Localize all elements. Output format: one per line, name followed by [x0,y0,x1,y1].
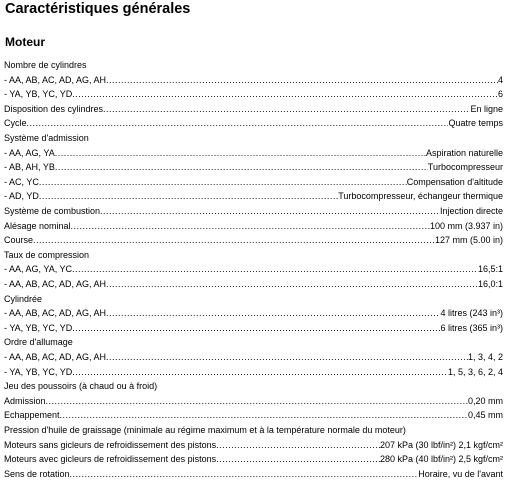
spec-label: Moteurs sans gicleurs de refroidissement des pistons [4,439,217,450]
spec-value: 207 kPa (30 lbf/in²) 2,1 kgf/cm² [379,439,503,450]
spec-label: - AA, AG, YA [4,147,55,158]
spec-row [4,87,503,102]
spec-row [4,73,503,88]
spec-label: - YA, YB, YC, YD [4,366,73,377]
dot-leader [46,394,468,409]
spec-label: - AA, AB, AC, AD, AG, AH [4,308,107,319]
spec-label: - AA, AB, AC, AD, AG, AH [4,74,107,85]
dot-leader [106,277,478,292]
dot-leader [106,350,468,365]
spec-label: Pression d'huile de graissage (minimale au régime maximum et à la température normale du moteur) [4,425,406,435]
spec-row [4,306,503,321]
spec-label: Système de combustion [4,206,101,216]
spec-value: 0,45 mm [467,410,503,421]
spec-value: Turbocompresseur, échangeur thermique [338,191,503,202]
spec-row [4,233,503,248]
spec-label: Disposition des cylindres [4,103,104,114]
spec-label: - AB, AH, YB [4,162,55,173]
spec-row [4,292,503,307]
dot-leader [33,233,435,248]
dot-leader [72,365,448,380]
dot-leader [71,219,430,234]
spec-label: Alésage nominal [4,220,71,231]
spec-row [4,452,503,467]
dot-leader [55,160,428,175]
spec-row [4,189,503,204]
spec-row [4,160,503,175]
spec-label: - AA, AB, AC, AD, AG, AH [4,352,107,362]
spec-value: Compensation d'altitude [406,176,503,187]
spec-row [4,277,503,292]
spec-value: 4 litres (243 in³) [440,308,503,319]
spec-value: 1, 5, 3, 6, 2, 4 [447,366,503,377]
spec-label: - AC, YC [4,176,39,187]
spec-row [4,365,503,380]
spec-value: 6 litres (365 in³) [440,322,503,333]
spec-row [4,467,503,482]
spec-row [4,408,503,423]
spec-label: Cycle [4,118,27,129]
spec-label: Sens de rotation [4,468,70,479]
dot-leader [216,452,380,467]
spec-row [4,335,503,350]
spec-row [4,219,503,234]
dot-leader [72,262,478,277]
spec-label: Nombre de cylindres [4,60,87,70]
dot-leader [216,438,380,453]
spec-value: 16,5:1 [477,264,503,275]
spec-label: Cylindrée [4,293,43,304]
spec-label: - AA, AG, YA, YC [4,264,73,275]
dot-leader [72,321,440,336]
dot-leader [60,408,468,423]
spec-value: 16,0:1 [477,279,503,289]
spec-label: Admission [4,395,46,406]
spec-row [4,321,503,336]
document-title: Caractéristiques générales [5,1,191,17]
spec-label: - YA, YB, YC, YD [4,322,73,333]
spec-value: 4 [497,74,503,85]
section-title: Moteur [5,35,45,49]
dot-leader [27,116,449,131]
spec-row [4,146,503,161]
spec-label: Taux de compression [4,249,90,260]
dot-leader [70,467,419,482]
dot-leader [39,189,338,204]
spec-value: 1, 3, 4, 2 [467,352,503,362]
spec-row [4,131,503,146]
spec-label: Echappement [4,410,60,421]
spec-value: Injection directe [439,206,503,216]
spec-value: Quatre temps [448,118,503,129]
spec-value: 127 mm (5.00 in) [434,235,503,246]
spec-label: - AA, AB, AC, AD, AG, AH [4,279,107,289]
dot-leader [39,175,407,190]
spec-label: Jeu des poussoirs (à chaud ou à froid) [4,381,158,392]
spec-row [4,423,503,438]
spec-row [4,350,503,365]
spec-row [4,262,503,277]
dot-leader [55,146,426,161]
spec-value: 100 mm (3.937 in) [429,220,503,231]
spec-row [4,58,503,73]
dot-leader [106,73,498,88]
spec-label: - AD, YD [4,191,39,202]
spec-label: Course [4,235,34,246]
spec-row [4,438,503,453]
spec-label: Système d'admission [4,133,89,143]
spec-value: 280 kPa (40 lbf/in²) 2,5 kgf/cm² [379,454,503,465]
dot-leader [103,102,470,117]
dot-leader [100,204,440,219]
spec-value: 0,20 mm [467,395,503,406]
spec-value: En ligne [470,103,503,114]
spec-value: Horaire, vu de l'avant [418,468,503,479]
spec-value: Turbocompresseur [427,162,503,173]
spec-row [4,204,503,219]
spec-label: Ordre d'allumage [4,337,73,348]
dot-leader [72,87,498,102]
dot-leader [106,306,440,321]
spec-row [4,379,503,394]
spec-row [4,116,503,131]
spec-value: Aspiration naturelle [425,147,503,158]
spec-row [4,175,503,190]
spec-label: - YA, YB, YC, YD [4,89,73,100]
spec-label: Moteurs avec gicleurs de refroidissement des pistons [4,454,217,465]
spec-row [4,248,503,263]
spec-row [4,102,503,117]
spec-row [4,394,503,409]
spec-value: 6 [497,89,503,100]
